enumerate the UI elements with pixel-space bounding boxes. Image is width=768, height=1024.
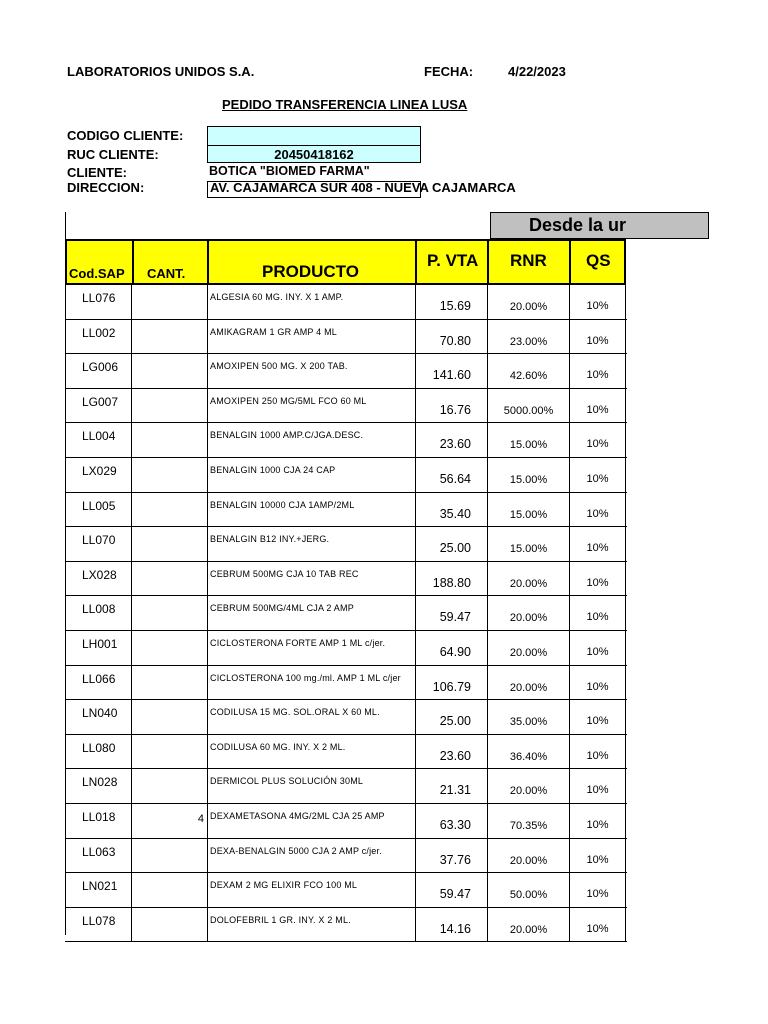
- cell-rnr: 15.00%: [509, 474, 548, 486]
- cell-sap: LG006: [82, 360, 119, 375]
- codigo-cliente-field[interactable]: [207, 126, 421, 146]
- cell-rnr-box: [488, 320, 570, 354]
- cell-rnr: 20.00%: [509, 854, 548, 867]
- discount-banner: [490, 212, 709, 239]
- cell-cant-box[interactable]: [132, 700, 208, 734]
- cliente-value: BOTICA "BIOMED FARMA": [209, 164, 370, 178]
- cell-producto-box: [208, 735, 416, 769]
- cell-qs: 10%: [586, 749, 609, 762]
- cell-rnr: 36.40%: [509, 750, 548, 763]
- cell-rnr-box: [488, 769, 570, 803]
- cell-producto-box: [208, 596, 416, 630]
- cell-qs-box: [570, 493, 626, 527]
- cell-qs-box: [570, 320, 626, 354]
- cell-qs: 10%: [586, 542, 609, 555]
- cell-producto: AMOXIPEN 250 MG/5ML FCO 60 ML: [210, 395, 367, 406]
- cell-cant-box[interactable]: [132, 562, 208, 596]
- cell-qs: 10%: [586, 819, 609, 831]
- cell-sap: LL004: [82, 429, 116, 444]
- cell-qs: 10%: [586, 888, 609, 901]
- cell-cant-box[interactable]: [132, 596, 208, 630]
- header-divider: [207, 241, 209, 283]
- cell-producto: AMIKAGRAM 1 GR AMP 4 ML: [210, 326, 337, 337]
- table-row: [65, 735, 627, 770]
- date-label: FECHA:: [424, 64, 474, 79]
- codigo-cliente-label: CODIGO CLIENTE:: [67, 128, 184, 143]
- cell-cant-box[interactable]: [132, 631, 208, 665]
- cell-sap-box: [65, 458, 132, 492]
- cell-producto: ALGESIA 60 MG. INY. X 1 AMP.: [210, 292, 344, 302]
- cell-sap: LL008: [82, 602, 116, 617]
- cell-rnr: 35.00%: [509, 716, 548, 729]
- cell-rnr-box: [488, 666, 570, 700]
- cell-pvta: 35.40: [439, 506, 471, 521]
- table-row: [65, 666, 627, 701]
- cell-pvta: 37.76: [439, 852, 471, 867]
- table-row: [65, 320, 627, 355]
- table-row: [65, 493, 627, 528]
- cell-producto-box: [208, 285, 416, 319]
- cell-pvta: 188.80: [432, 575, 471, 590]
- header-divider: [569, 241, 571, 283]
- cell-pvta: 15.69: [439, 299, 471, 313]
- cell-sap-box: [65, 908, 132, 942]
- cell-rnr-box: [488, 354, 570, 388]
- cell-pvta: 59.47: [439, 887, 471, 902]
- cell-pvta-box: [416, 873, 488, 907]
- cell-pvta: 25.00: [439, 541, 471, 556]
- cell-cant-box[interactable]: [132, 320, 208, 354]
- cell-rnr: 70.35%: [509, 820, 548, 832]
- cell-rnr: 23.00%: [509, 335, 548, 348]
- cell-pvta: 63.30: [439, 818, 471, 832]
- cell-rnr: 15.00%: [509, 543, 548, 556]
- cell-rnr: 20.00%: [509, 577, 548, 590]
- table-row: [65, 423, 627, 458]
- cell-qs-box: [570, 839, 626, 873]
- header-divider: [415, 241, 417, 283]
- cell-sap-box: [65, 354, 132, 388]
- col-header-qs: QS: [586, 251, 611, 270]
- cell-rnr-box: [488, 493, 570, 527]
- cell-cant: 4: [197, 813, 204, 825]
- cell-cant-box[interactable]: [132, 839, 208, 873]
- cell-qs-box: [570, 804, 626, 838]
- cell-producto-box: [208, 562, 416, 596]
- cell-sap: LL005: [82, 498, 116, 513]
- cell-qs-box: [570, 700, 626, 734]
- cell-rnr-box: [488, 735, 570, 769]
- cell-qs-box: [570, 666, 626, 700]
- cell-qs: 10%: [586, 334, 609, 347]
- cell-qs-box: [570, 596, 626, 630]
- cell-sap-box: [65, 493, 132, 527]
- cell-producto-box: [208, 631, 416, 665]
- cell-sap: LN040: [82, 706, 118, 721]
- cell-qs: 10%: [586, 438, 609, 451]
- header-divider: [132, 241, 134, 283]
- date-value: 4/22/2023: [508, 64, 566, 79]
- cell-rnr: 20.00%: [509, 301, 548, 313]
- cell-qs: 10%: [586, 300, 609, 312]
- cell-pvta: 106.79: [432, 679, 471, 694]
- table-body: [65, 285, 626, 935]
- table-row: [65, 354, 627, 389]
- col-header-producto: PRODUCTO: [262, 262, 359, 281]
- cell-sap: LX029: [82, 464, 117, 478]
- cell-qs: 10%: [586, 680, 609, 693]
- table-header: [65, 239, 626, 285]
- page-title: PEDIDO TRANSFERENCIA LINEA LUSA: [222, 97, 468, 112]
- cell-qs: 10%: [586, 369, 609, 382]
- cell-cant-box[interactable]: [132, 527, 208, 561]
- cell-rnr-box: [488, 389, 570, 423]
- table-row: [65, 631, 627, 666]
- cell-qs-box: [570, 562, 626, 596]
- cell-pvta: 56.64: [439, 472, 471, 486]
- cell-rnr-box: [488, 285, 570, 319]
- cell-producto-box: [208, 839, 416, 873]
- cell-qs-box: [570, 285, 626, 319]
- cell-sap-box: [65, 389, 132, 423]
- cell-pvta-box: [416, 769, 488, 803]
- cell-pvta-box: [416, 493, 488, 527]
- cell-cant-box[interactable]: [132, 493, 208, 527]
- cell-pvta-box: [416, 804, 488, 838]
- cell-sap: LN021: [82, 879, 118, 894]
- cell-pvta: 16.76: [439, 402, 471, 417]
- cell-rnr-box: [488, 873, 570, 907]
- cell-sap: LL018: [82, 810, 116, 824]
- cell-qs-box: [570, 631, 626, 665]
- cell-rnr: 42.60%: [509, 370, 548, 383]
- cell-rnr-box: [488, 631, 570, 665]
- cell-pvta: 23.60: [439, 437, 471, 452]
- cell-pvta-box: [416, 562, 488, 596]
- cell-cant-box[interactable]: [132, 666, 208, 700]
- cell-sap-box: [65, 527, 132, 561]
- cell-producto: CICLOSTERONA FORTE AMP 1 ML c/jer.: [210, 638, 386, 648]
- cell-qs-box: [570, 423, 626, 457]
- cell-producto-box: [208, 389, 416, 423]
- cell-pvta-box: [416, 596, 488, 630]
- direccion-value: AV. CAJAMARCA SUR 408 - NUEVA CAJAMARCA: [210, 180, 516, 195]
- cell-producto: DOLOFEBRIL 1 GR. INY. X 2 ML.: [210, 914, 351, 925]
- cell-producto-box: [208, 769, 416, 803]
- cell-sap: LL076: [82, 291, 116, 305]
- cell-qs-box: [570, 527, 626, 561]
- cell-rnr-box: [488, 423, 570, 457]
- cell-qs: 10%: [586, 473, 609, 485]
- cell-rnr-box: [488, 839, 570, 873]
- table-row: [65, 804, 627, 839]
- cell-sap-box: [65, 666, 132, 700]
- table-left-border-top: [65, 212, 66, 239]
- cell-qs: 10%: [586, 507, 609, 520]
- ruc-cliente-field[interactable]: 20450418162: [207, 145, 421, 163]
- cell-qs: 10%: [586, 715, 609, 728]
- cell-producto-box: [208, 804, 416, 838]
- col-header-sap: Cod.SAP: [69, 266, 125, 281]
- cell-producto: CEBRUM 500MG/4ML CJA 2 AMP: [210, 603, 354, 614]
- cell-pvta: 25.00: [439, 714, 471, 729]
- cell-cant-box[interactable]: [132, 769, 208, 803]
- cell-producto-box: [208, 873, 416, 907]
- table-row: [65, 769, 627, 804]
- table-row: [65, 562, 627, 597]
- cell-rnr-box: [488, 804, 570, 838]
- cell-rnr: 20.00%: [509, 923, 548, 936]
- cell-qs: 10%: [586, 784, 609, 797]
- cell-pvta-box: [416, 320, 488, 354]
- cell-sap-box: [65, 596, 132, 630]
- col-header-pvta: P. VTA: [427, 251, 479, 270]
- cell-cant-box[interactable]: [132, 423, 208, 457]
- cell-producto-box: [208, 320, 416, 354]
- cell-cant-box[interactable]: [132, 354, 208, 388]
- cell-qs: 10%: [586, 611, 609, 624]
- cell-producto: CICLOSTERONA 100 mg./ml. AMP 1 ML c/jer: [210, 672, 401, 683]
- cell-pvta: 14.16: [439, 921, 471, 936]
- cell-producto: DERMICOL PLUS SOLUCIÓN 30ML: [210, 776, 364, 787]
- cell-pvta: 21.31: [439, 783, 471, 798]
- cell-sap: LN028: [82, 775, 118, 790]
- cell-cant-box[interactable]: [132, 804, 208, 838]
- cell-qs-box: [570, 908, 626, 942]
- table-row: [65, 908, 627, 943]
- cell-pvta-box: [416, 354, 488, 388]
- cell-qs-box: [570, 458, 626, 492]
- table-row: [65, 700, 627, 735]
- cell-producto-box: [208, 908, 416, 942]
- cell-pvta: 141.60: [432, 368, 471, 383]
- cell-qs: 10%: [586, 576, 609, 589]
- cell-producto: AMOXIPEN 500 MG. X 200 TAB.: [210, 361, 348, 372]
- cell-producto-box: [208, 354, 416, 388]
- cell-rnr: 20.00%: [509, 681, 548, 694]
- cell-sap: LL066: [82, 671, 116, 686]
- col-header-rnr: RNR: [510, 251, 547, 270]
- cell-producto: CEBRUM 500MG CJA 10 TAB REC: [210, 568, 359, 579]
- cell-sap-box: [65, 700, 132, 734]
- banner-text: Desde la ur: [529, 215, 627, 235]
- cell-producto-box: [208, 458, 416, 492]
- cell-qs-box: [570, 389, 626, 423]
- direccion-label: DIRECCION:: [67, 180, 145, 195]
- cell-sap-box: [65, 320, 132, 354]
- cell-sap-box: [65, 423, 132, 457]
- cell-rnr: 20.00%: [509, 612, 548, 625]
- cell-sap: LX028: [82, 567, 117, 582]
- cell-qs: 10%: [586, 646, 609, 658]
- cell-pvta-box: [416, 735, 488, 769]
- table-row: [65, 458, 627, 493]
- cell-cant-box[interactable]: [132, 908, 208, 942]
- cell-cant-box[interactable]: [132, 285, 208, 319]
- cell-rnr: 50.00%: [509, 889, 548, 902]
- cell-cant-box[interactable]: [132, 873, 208, 907]
- cell-sap: LL080: [82, 740, 116, 755]
- cell-qs-box: [570, 354, 626, 388]
- cell-producto: CODILUSA 15 MG. SOL.ORAL X 60 ML.: [210, 707, 380, 718]
- cell-producto: BENALGIN 10000 CJA 1AMP/2ML: [210, 499, 355, 510]
- cell-rnr-box: [488, 527, 570, 561]
- table-row: [65, 873, 627, 908]
- cell-sap-box: [65, 562, 132, 596]
- cell-pvta-box: [416, 458, 488, 492]
- cell-sap-box: [65, 873, 132, 907]
- cell-rnr: 20.00%: [509, 785, 548, 798]
- cell-pvta-box: [416, 839, 488, 873]
- cell-producto: BENALGIN 1000 AMP.C/JGA.DESC.: [210, 430, 364, 441]
- cliente-label: CLIENTE:: [67, 165, 127, 180]
- cell-producto-box: [208, 700, 416, 734]
- cell-rnr-box: [488, 458, 570, 492]
- cell-sap: LH001: [82, 637, 118, 651]
- cell-pvta: 59.47: [439, 610, 471, 625]
- cell-pvta-box: [416, 389, 488, 423]
- table-row: [65, 527, 627, 562]
- ruc-cliente-label: RUC CLIENTE:: [67, 147, 159, 162]
- cell-producto: DEXAM 2 MG ELIXIR FCO 100 ML: [210, 880, 358, 891]
- cell-qs: 10%: [586, 403, 609, 416]
- cell-producto-box: [208, 423, 416, 457]
- cell-pvta: 70.80: [439, 333, 471, 348]
- cell-qs-box: [570, 769, 626, 803]
- cell-rnr: 20.00%: [509, 647, 548, 659]
- cell-producto-box: [208, 493, 416, 527]
- cell-sap: LL070: [82, 533, 116, 548]
- cell-qs: 10%: [586, 853, 609, 866]
- cell-rnr: 15.00%: [509, 508, 548, 521]
- cell-qs: 10%: [586, 922, 609, 935]
- cell-pvta-box: [416, 423, 488, 457]
- cell-pvta-box: [416, 666, 488, 700]
- cell-rnr-box: [488, 596, 570, 630]
- cell-producto: DEXA-BENALGIN 5000 CJA 2 AMP c/jer.: [210, 845, 382, 856]
- cell-rnr: 15.00%: [509, 439, 548, 452]
- cell-sap-box: [65, 769, 132, 803]
- cell-rnr-box: [488, 908, 570, 942]
- cell-sap: LL002: [82, 325, 116, 340]
- cell-rnr-box: [488, 700, 570, 734]
- cell-qs-box: [570, 873, 626, 907]
- table-row: [65, 389, 627, 424]
- cell-pvta-box: [416, 631, 488, 665]
- cell-qs-box: [570, 735, 626, 769]
- cell-sap-box: [65, 804, 132, 838]
- header-divider: [487, 241, 489, 283]
- cell-pvta: 23.60: [439, 748, 471, 763]
- cell-sap: LL078: [82, 913, 116, 928]
- cell-pvta-box: [416, 700, 488, 734]
- cell-pvta: 64.90: [439, 645, 471, 659]
- cell-rnr: 5000.00%: [503, 404, 554, 417]
- cell-sap-box: [65, 631, 132, 665]
- cell-cant-box[interactable]: [132, 458, 208, 492]
- cell-producto: DEXAMETASONA 4MG/2ML CJA 25 AMP: [210, 811, 385, 821]
- table-row: [65, 596, 627, 631]
- cell-producto-box: [208, 527, 416, 561]
- cell-pvta-box: [416, 527, 488, 561]
- cell-sap: LL063: [82, 844, 116, 859]
- cell-sap: LG007: [82, 394, 119, 409]
- cell-rnr-box: [488, 562, 570, 596]
- cell-sap-box: [65, 735, 132, 769]
- company-name: LABORATORIOS UNIDOS S.A.: [67, 64, 255, 79]
- cell-producto: BENALGIN B12 INY.+JERG.: [210, 534, 330, 545]
- cell-producto: BENALGIN 1000 CJA 24 CAP: [210, 465, 336, 475]
- cell-sap-box: [65, 285, 132, 319]
- cell-sap-box: [65, 839, 132, 873]
- cell-cant-box[interactable]: [132, 389, 208, 423]
- cell-pvta-box: [416, 908, 488, 942]
- cell-cant-box[interactable]: [132, 735, 208, 769]
- col-header-cant: CANT.: [147, 266, 186, 281]
- table-row: [65, 285, 627, 320]
- table-row: [65, 839, 627, 874]
- cell-pvta-box: [416, 285, 488, 319]
- cell-producto: CODILUSA 60 MG. INY. X 2 ML.: [210, 741, 346, 752]
- cell-producto-box: [208, 666, 416, 700]
